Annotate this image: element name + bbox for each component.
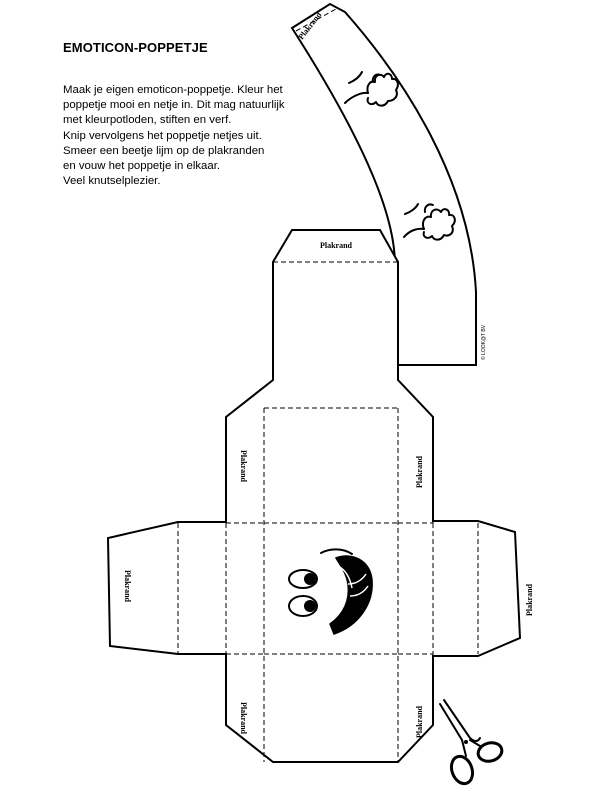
left-glue-tab-label: Plakrand <box>123 570 132 603</box>
page-title: EMOTICON-POPPETJE <box>63 40 208 55</box>
lower-right-glue-tab-label: Plakrand <box>415 705 424 738</box>
arm-glue-tab-label: Plakrand <box>296 10 324 42</box>
lower-left-glue-tab-label: Plakrand <box>239 702 248 735</box>
right-glue-tab-label: Plakrand <box>525 583 534 616</box>
upper-left-glue-tab-label: Plakrand <box>239 450 248 483</box>
upper-right-glue-tab-label: Plakrand <box>415 455 424 488</box>
instruction-line: Knip vervolgens het poppetje netjes uit. <box>63 129 262 142</box>
copyright-text: © LOOK@T BV <box>481 324 487 360</box>
top-glue-tab-label: Plakrand <box>319 241 353 250</box>
instruction-line: Veel knutselplezier. <box>63 175 161 188</box>
instruction-line: Maak je eigen emoticon-poppetje. Kleur het <box>63 84 283 96</box>
instruction-line: met kleurpotloden, stiften en verf. <box>63 114 232 127</box>
instruction-line: en vouw het poppetje in elkaar. <box>63 160 221 173</box>
scissors-icon <box>440 700 504 787</box>
instruction-line: poppetje mooi en netje in. Dit mag natuurlijk <box>63 99 285 112</box>
instruction-line: Smeer een beetje lijm op de plakranden <box>63 144 265 157</box>
